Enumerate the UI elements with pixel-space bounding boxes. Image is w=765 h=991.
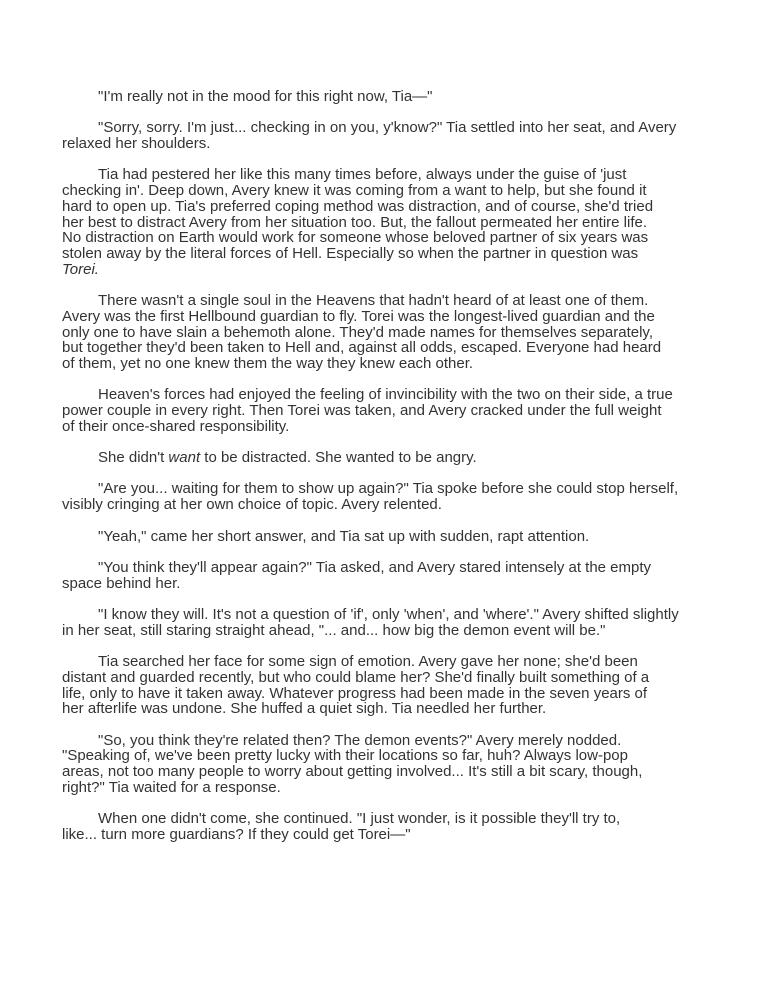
- text-run: right?" Tia waited for a response.: [62, 778, 281, 796]
- text-run: in her seat, still staring straight ahead, "... and... how big the demon event will be.": [62, 621, 606, 639]
- text-line: [62, 387, 702, 403]
- text-run: of them, yet no one knew them the way they knew each other.: [62, 354, 474, 372]
- text-line: [62, 481, 702, 497]
- text-line: [62, 167, 702, 183]
- text-line: [62, 780, 702, 796]
- text-run: Tia searched her face for some sign of emotion. Avery gave her none; she'd been: [98, 653, 638, 671]
- paragraph: [62, 293, 702, 372]
- text-line: [62, 199, 702, 215]
- text-run: like... turn more guardians? If they could get Torei—": [62, 825, 411, 843]
- document-body: [62, 89, 702, 858]
- paragraph: [62, 89, 702, 105]
- text-line: [62, 293, 702, 309]
- text-run: When one didn't come, she continued. "I just wonder, is it possible they'll try to,: [98, 810, 621, 828]
- text-line: [62, 183, 702, 199]
- text-run: "Sorry, sorry. I'm just... checking in on you, y'know?" Tia settled into her seat, and Avery: [98, 119, 677, 137]
- text-line: [62, 701, 702, 717]
- text-run: stolen away by the literal forces of Hell. Especially so when the partner in question was: [62, 245, 639, 262]
- text-line: [62, 403, 702, 419]
- paragraph: [62, 450, 702, 466]
- text-run: She didn't: [98, 449, 169, 467]
- text-run: "So, you think they're related then? The demon events?" Avery merely nodded.: [98, 731, 622, 749]
- paragraph: [62, 560, 702, 591]
- text-run: but together they'd been taken to Hell and, against all odds, escaped. Everyone had heard: [62, 339, 662, 357]
- text-line: [62, 764, 702, 780]
- italic-text-run: Torei.: [62, 260, 99, 278]
- text-run: distant and guarded recently, but who could blame her? She'd finally built something of a: [62, 668, 650, 686]
- text-run: relaxed her shoulders.: [62, 135, 211, 153]
- paragraph: [62, 167, 702, 277]
- text-run: visibly cringing at her own choice of topic. Avery relented.: [62, 496, 442, 514]
- text-line: [62, 356, 702, 372]
- text-run: space behind her.: [62, 574, 181, 592]
- paragraph: [62, 387, 702, 434]
- paragraph: [62, 733, 702, 796]
- text-run: "You think they'll appear again?" Tia asked, and Avery stared intensely at the empty: [98, 558, 652, 576]
- text-line: [62, 733, 702, 749]
- paragraph: [62, 481, 702, 512]
- text-run: of their once-shared responsibility.: [62, 417, 290, 435]
- text-line: [62, 246, 702, 262]
- text-line: [62, 450, 702, 466]
- text-run: There wasn't a single soul in the Heavens that hadn't heard of at least one of them.: [98, 292, 649, 310]
- text-run: "I'm really not in the mood for this right now, Tia—": [98, 88, 433, 105]
- text-run: areas, not too many people to worry about getting involved... It's still a bit scary, though,: [62, 763, 643, 781]
- text-run: power couple in every right. Then Torei was taken, and Avery cracked under the full weight: [62, 402, 662, 419]
- text-line: [62, 607, 702, 623]
- text-line: [62, 262, 702, 278]
- text-line: [62, 215, 702, 231]
- text-run: her best to distract Avery from her situation too. But, the fallout permeated her entire life.: [62, 213, 648, 231]
- text-line: [62, 811, 702, 827]
- text-line: [62, 309, 702, 325]
- text-run: Tia had pestered her like this many times before, always under the guise of 'just: [98, 166, 627, 184]
- paragraph: [62, 529, 702, 545]
- text-line: [62, 89, 702, 105]
- text-run: "Are you... waiting for them to show up again?" Tia spoke before she could stop herself,: [98, 480, 679, 498]
- text-line: [62, 748, 702, 764]
- text-run: No distraction on Earth would work for someone whose beloved partner of six years was: [62, 229, 649, 247]
- text-line: [62, 686, 702, 702]
- text-line: [62, 654, 702, 670]
- paragraph: [62, 654, 702, 717]
- text-run: "I know they will. It's not a question of 'if', only 'when', and 'where'." Avery shifted slightly: [98, 606, 679, 624]
- text-line: [62, 576, 702, 592]
- text-line: [62, 670, 702, 686]
- text-line: [62, 230, 702, 246]
- text-line: [62, 340, 702, 356]
- text-run: checking in'. Deep down, Avery knew it was coming from a want to help, but she found it: [62, 182, 647, 200]
- paragraph: [62, 120, 702, 151]
- text-line: [62, 623, 702, 639]
- text-run: Heaven's forces had enjoyed the feeling of invincibility with the two on their side, a true: [98, 386, 673, 404]
- text-line: [62, 827, 702, 843]
- text-run: hard to open up. Tia's preferred coping method was distraction, and of course, she'd tried: [62, 197, 654, 215]
- paragraph: [62, 811, 702, 842]
- text-line: [62, 136, 702, 152]
- text-line: [62, 560, 702, 576]
- text-line: [62, 529, 702, 545]
- text-run: life, only to have it taken away. Whatever progress had been made in the seven years of: [62, 684, 648, 702]
- paragraph: [62, 607, 702, 638]
- italic-text-run: want: [168, 449, 201, 467]
- text-run: "Yeah," came her short answer, and Tia sat up with sudden, rapt attention.: [98, 527, 590, 545]
- text-run: to be distracted. She wanted to be angry.: [200, 449, 477, 467]
- text-line: [62, 419, 702, 435]
- text-run: "Speaking of, we've been pretty lucky with their locations so far, huh? Always low-pop: [62, 747, 628, 765]
- text-line: [62, 497, 702, 513]
- text-run: Avery was the first Hellbound guardian to fly. Torei was the longest-lived guardian and the: [62, 307, 655, 325]
- text-line: [62, 120, 702, 136]
- text-line: [62, 325, 702, 341]
- text-run: only one to have slain a behemoth alone. They'd made names for themselves separately,: [62, 323, 653, 341]
- text-run: her afterlife was undone. She huffed a quiet sigh. Tia needled her further.: [62, 700, 547, 718]
